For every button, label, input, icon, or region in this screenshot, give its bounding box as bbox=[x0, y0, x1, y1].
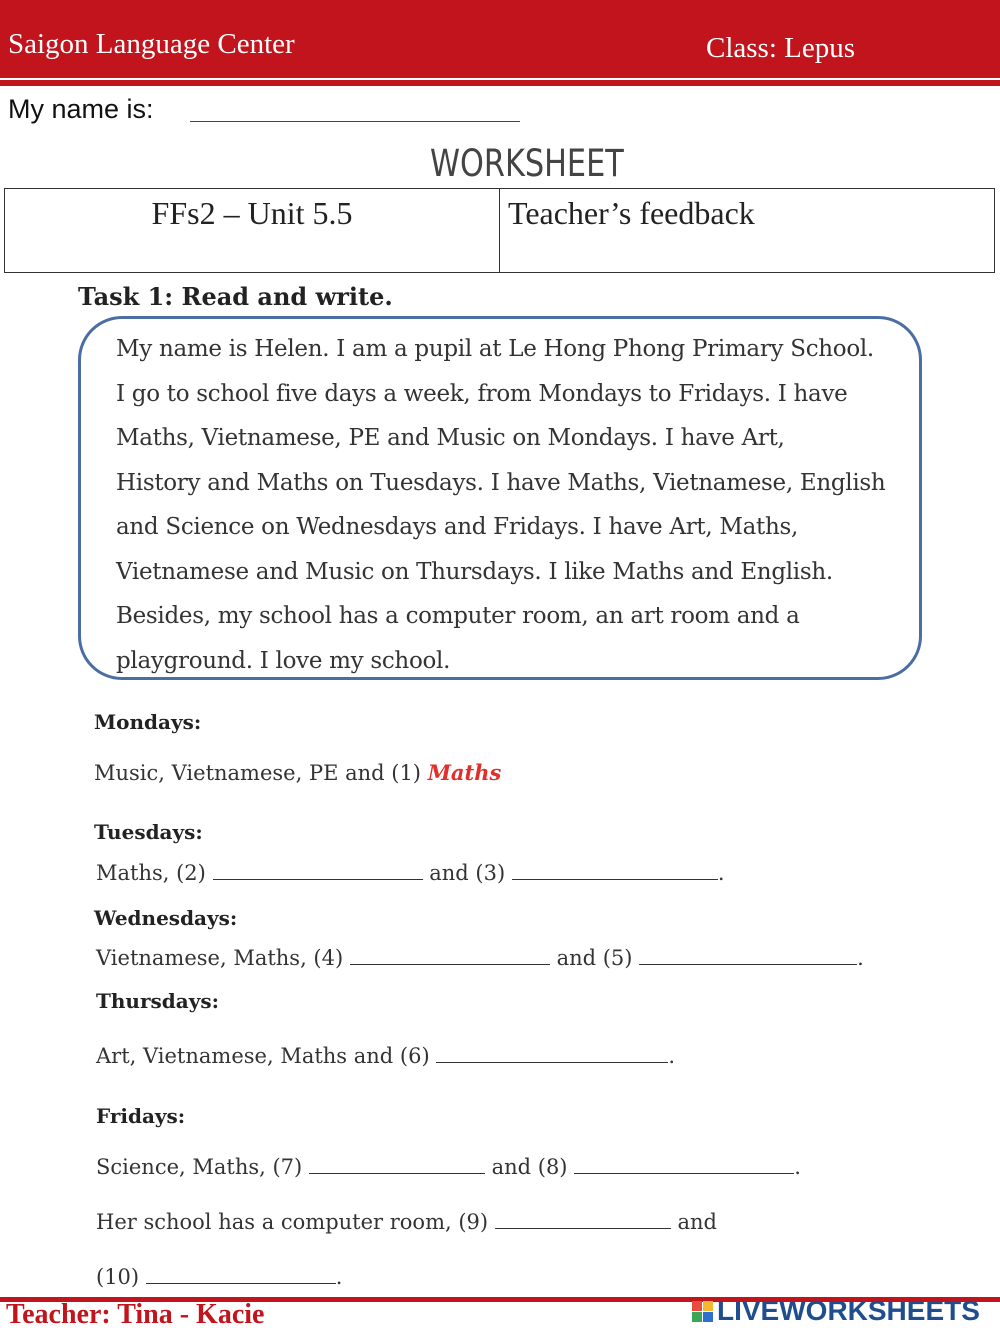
blank-8[interactable] bbox=[574, 1155, 794, 1174]
center-name: Saigon Language Center bbox=[8, 28, 295, 60]
wednesdays-label: Wednesdays: bbox=[94, 906, 238, 930]
thursdays-text-a: Art, Vietnamese, Maths and (6) bbox=[96, 1044, 430, 1068]
liveworksheets-text: LIVEWORKSHEETS bbox=[717, 1295, 980, 1326]
blank-2[interactable] bbox=[213, 861, 423, 880]
wednesdays-line bbox=[96, 946, 864, 970]
school-line bbox=[96, 1210, 717, 1234]
passage-line: My name is Helen. I am a pupil at Le Hong Phong Primary School. bbox=[116, 336, 874, 362]
liveworksheets-logo-icon bbox=[692, 1301, 713, 1322]
period: . bbox=[857, 946, 864, 970]
period: . bbox=[717, 861, 725, 885]
blank-6[interactable] bbox=[436, 1044, 668, 1063]
feedback-cell: Teacher’s feedback bbox=[508, 195, 755, 231]
passage-line: playground. I love my school. bbox=[116, 647, 451, 674]
thursdays-line bbox=[96, 1044, 675, 1068]
tuesdays-label: Tuesdays: bbox=[94, 820, 203, 844]
passage-line: Maths, Vietnamese, PE and Music on Mondays. I have Art, bbox=[116, 425, 785, 451]
mondays-line bbox=[94, 760, 501, 785]
unit-cell: FFs2 – Unit 5.5 bbox=[5, 189, 500, 272]
period: . bbox=[668, 1044, 676, 1068]
passage-line: I go to school five days a week, from Mondays to Fridays. I have bbox=[116, 380, 848, 407]
mondays-label: Mondays: bbox=[94, 710, 202, 734]
fridays-text-b: and (8) bbox=[491, 1155, 568, 1179]
fridays-label: Fridays: bbox=[96, 1104, 186, 1128]
header-divider bbox=[0, 80, 1000, 86]
school-text-c: (10) bbox=[96, 1265, 140, 1289]
worksheet-title: WORKSHEET bbox=[430, 142, 624, 185]
wednesdays-text-a: Vietnamese, Maths, (4) bbox=[96, 946, 344, 970]
school-line-2 bbox=[96, 1265, 342, 1289]
reading-passage bbox=[116, 327, 916, 683]
period: . bbox=[794, 1155, 801, 1179]
task-title: Task 1: Read and write. bbox=[78, 282, 393, 311]
blank-5[interactable] bbox=[639, 946, 857, 965]
tuesdays-text-b: and (3) bbox=[429, 861, 506, 885]
name-prompt: My name is: bbox=[8, 94, 154, 124]
class-label: Class: Lepus bbox=[706, 32, 856, 64]
info-table bbox=[4, 188, 995, 273]
blank-10[interactable] bbox=[146, 1265, 336, 1284]
blank-7[interactable] bbox=[309, 1155, 485, 1174]
passage-line: Besides, my school has a computer room, an art room and a bbox=[116, 603, 800, 629]
fridays-line bbox=[96, 1155, 801, 1179]
school-text-a: Her school has a computer room, (9) bbox=[96, 1210, 489, 1234]
wednesdays-text-b: and (5) bbox=[556, 946, 633, 970]
blank-3[interactable] bbox=[512, 861, 718, 880]
name-input-line[interactable] bbox=[190, 121, 520, 122]
answer-1: Maths bbox=[427, 760, 502, 785]
blank-9[interactable] bbox=[495, 1210, 671, 1229]
mondays-text: Music, Vietnamese, PE and (1) bbox=[94, 761, 421, 785]
fridays-text-a: Science, Maths, (7) bbox=[96, 1155, 303, 1179]
tuesdays-line bbox=[96, 861, 725, 885]
teacher-name: Teacher: Tina - Kacie bbox=[6, 1299, 265, 1330]
passage-line: History and Maths on Tuesdays. I have Maths, Vietnamese, English bbox=[116, 469, 886, 496]
school-text-b: and bbox=[677, 1210, 717, 1234]
period: . bbox=[335, 1265, 343, 1289]
tuesdays-text-a: Maths, (2) bbox=[96, 861, 206, 885]
liveworksheets-logo[interactable] bbox=[692, 1294, 980, 1328]
passage-line: Vietnamese and Music on Thursdays. I like Maths and English. bbox=[116, 558, 833, 585]
blank-4[interactable] bbox=[350, 946, 550, 965]
thursdays-label: Thursdays: bbox=[96, 989, 219, 1013]
passage-line: and Science on Wednesdays and Fridays. I have Art, Maths, bbox=[116, 514, 798, 540]
